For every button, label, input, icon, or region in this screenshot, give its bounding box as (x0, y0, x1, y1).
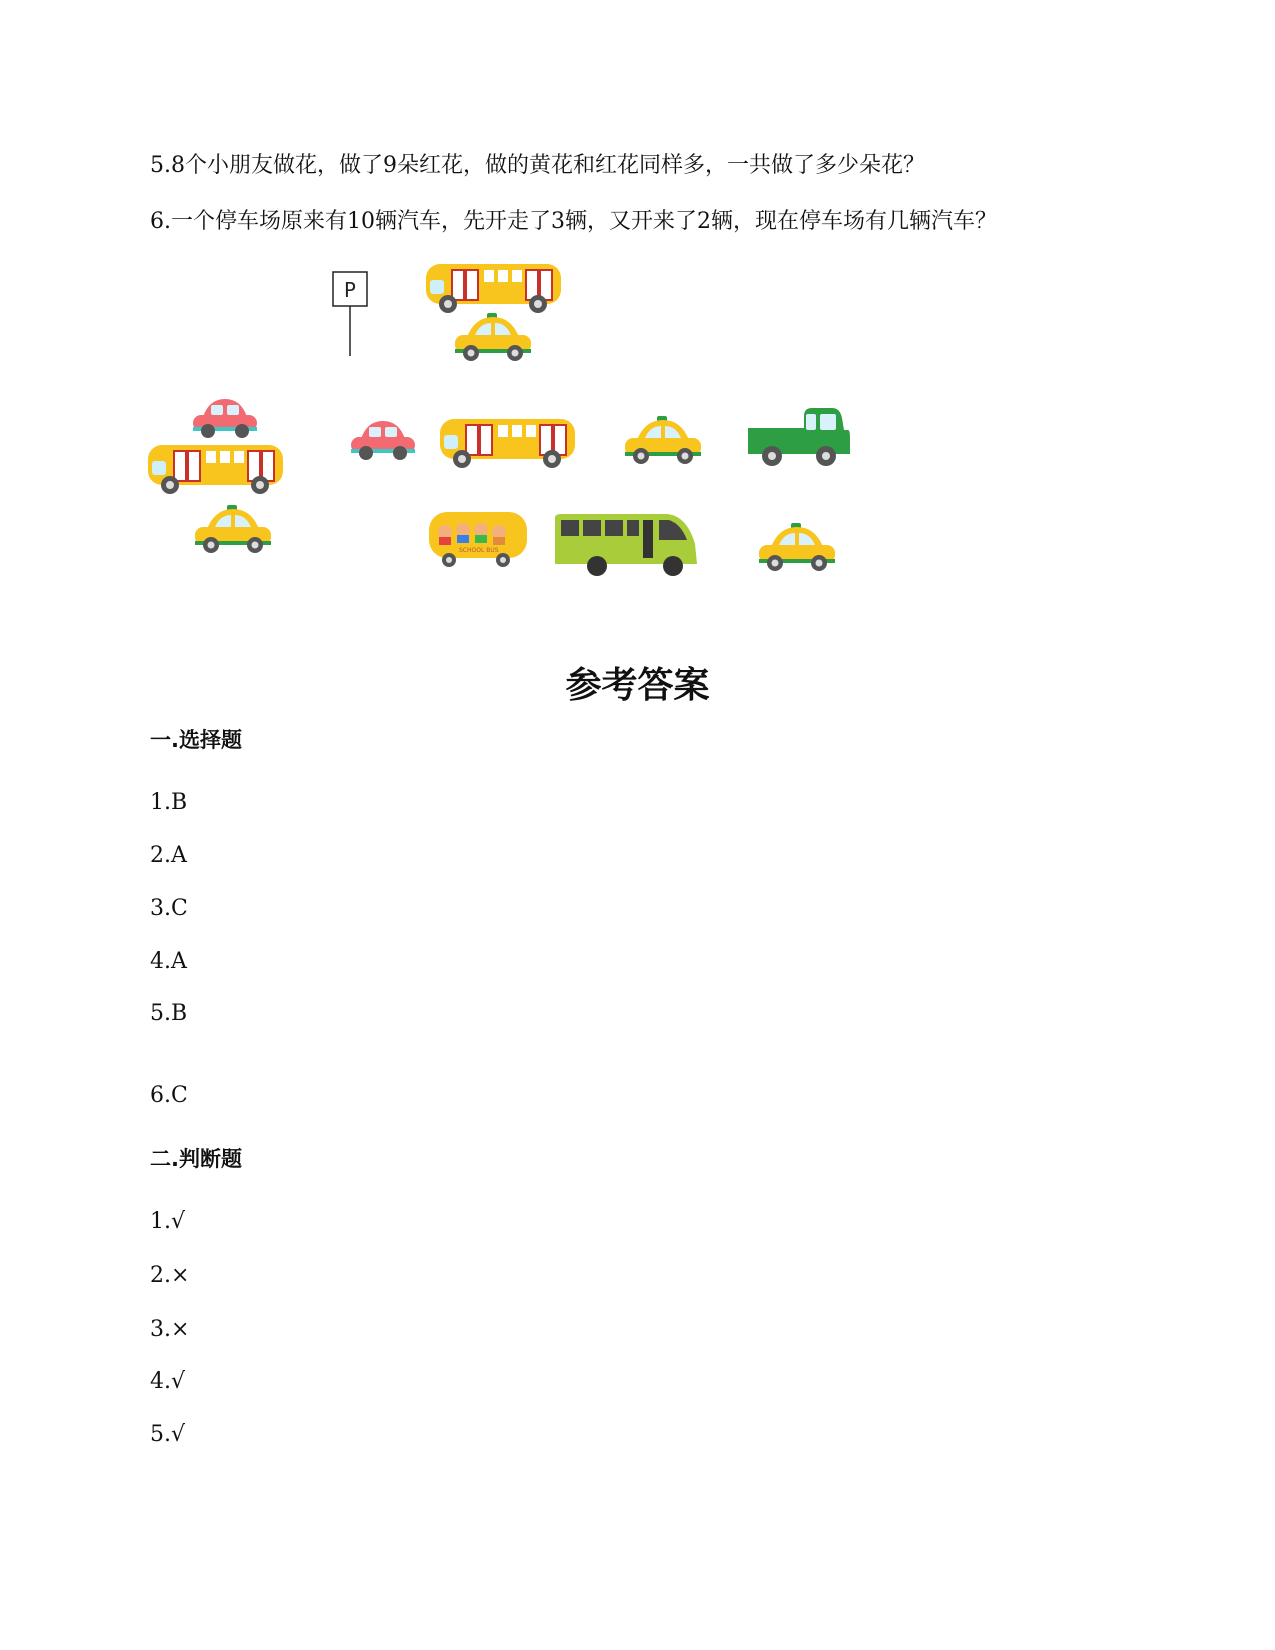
yellow-bus-top (426, 264, 561, 313)
answer-item: 3.× (150, 1317, 190, 1342)
answer-item: 1.√ (150, 1209, 186, 1234)
taxi-left (195, 505, 271, 553)
green-bus (555, 514, 697, 576)
answer-item: 6.C (150, 1083, 188, 1108)
yellow-bus-middle (440, 419, 575, 468)
section-heading-choice: 一.选择题 (150, 728, 242, 752)
answer-item: 4.√ (150, 1369, 186, 1394)
green-truck (748, 408, 850, 466)
answer-item: 3.C (150, 896, 188, 921)
parking-sign (333, 272, 367, 356)
parking-sign-label: P (343, 278, 357, 302)
school-bus (429, 512, 527, 567)
pink-car-left (193, 399, 257, 438)
taxi-middle (625, 416, 701, 464)
question-5: 5.8个小朋友做花，做了9朵红花，做的黄花和红花同样多，一共做了多少朵花？ (150, 153, 925, 178)
answer-item: 2.A (150, 843, 187, 868)
answer-item: 5.√ (150, 1422, 186, 1447)
school-bus-label: SCHOOL BUS (459, 547, 499, 554)
taxi-top (455, 313, 531, 361)
answer-item: 2.× (150, 1263, 190, 1288)
answer-title: 参考答案 (565, 665, 710, 706)
yellow-bus-left (148, 445, 283, 494)
pink-car-middle (351, 421, 415, 460)
section-heading-judgement: 二.判断题 (150, 1147, 242, 1171)
answer-item: 1.B (150, 790, 188, 815)
taxi-bottom-right (759, 523, 835, 571)
parking-lot-illustration (0, 0, 1275, 620)
question-6: 6.一个停车场原来有10辆汽车，先开走了3辆，又开来了2辆，现在停车场有几辆汽车？ (150, 209, 997, 234)
answer-item: 4.A (150, 949, 187, 974)
answer-item: 5.B (150, 1001, 188, 1026)
